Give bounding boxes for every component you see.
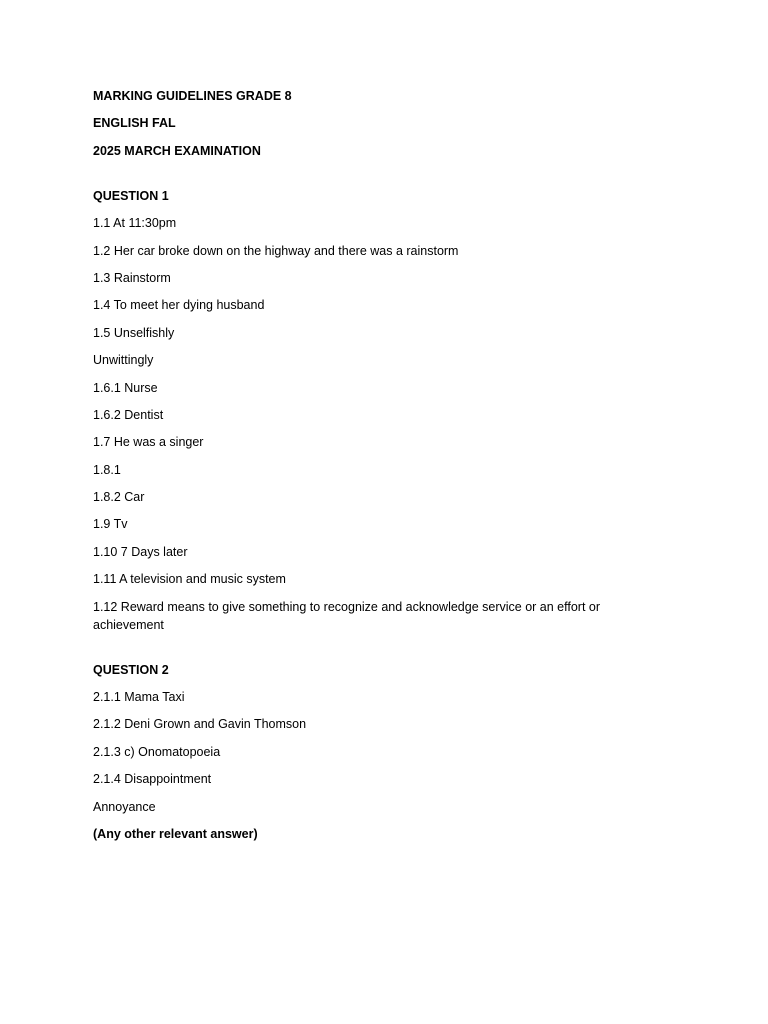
answer-1-4: 1.4 To meet her dying husband xyxy=(93,298,265,313)
answer-1-6-2: 1.6.2 Dentist xyxy=(93,407,164,422)
answer-1-12: 1.12 Reward means to give something to recognize and acknowledge service or an effort or achievement xyxy=(93,599,601,632)
doc-title: MARKING GUIDELINES GRADE 8 xyxy=(93,89,292,103)
doc-exam: 2025 MARCH EXAMINATION xyxy=(93,143,261,158)
answer-1-5: 1.5 Unselfishly xyxy=(93,325,175,340)
answer-1-11: 1.11 A television and music system xyxy=(93,572,286,587)
answer-1-10: 1.10 7 Days later xyxy=(93,544,188,559)
answer-1-3: 1.3 Rainstorm xyxy=(93,270,171,285)
answer-1-9: 1.9 Tv xyxy=(93,517,128,532)
answer-1-7: 1.7 He was a singer xyxy=(93,435,204,450)
answer-1-6-1: 1.6.1 Nurse xyxy=(93,380,158,395)
question-1-heading: QUESTION 1 xyxy=(93,188,169,203)
answer-1-8-2: 1.8.2 Car xyxy=(93,490,145,505)
answer-1-2: 1.2 Her car broke down on the highway and there was a rainstorm xyxy=(93,243,459,258)
document-page xyxy=(93,87,653,852)
doc-subject: ENGLISH FAL xyxy=(93,116,176,131)
answer-2-1-4-alt: Annoyance xyxy=(93,799,156,814)
answer-2-1-3: 2.1.3 c) Onomatopoeia xyxy=(93,744,221,759)
answer-1-5-alt: Unwittingly xyxy=(93,353,154,368)
answer-2-1-4: 2.1.4 Disappointment xyxy=(93,772,212,787)
answer-note: (Any other relevant answer) xyxy=(93,826,258,841)
question-2-heading: QUESTION 2 xyxy=(93,662,169,677)
answer-2-1-2: 2.1.2 Deni Grown and Gavin Thomson xyxy=(93,717,307,732)
answer-1-8-1: 1.8.1 xyxy=(93,462,121,477)
answer-2-1-1: 2.1.1 Mama Taxi xyxy=(93,690,185,705)
answer-1-1: 1.1 At 11:30pm xyxy=(93,216,177,231)
